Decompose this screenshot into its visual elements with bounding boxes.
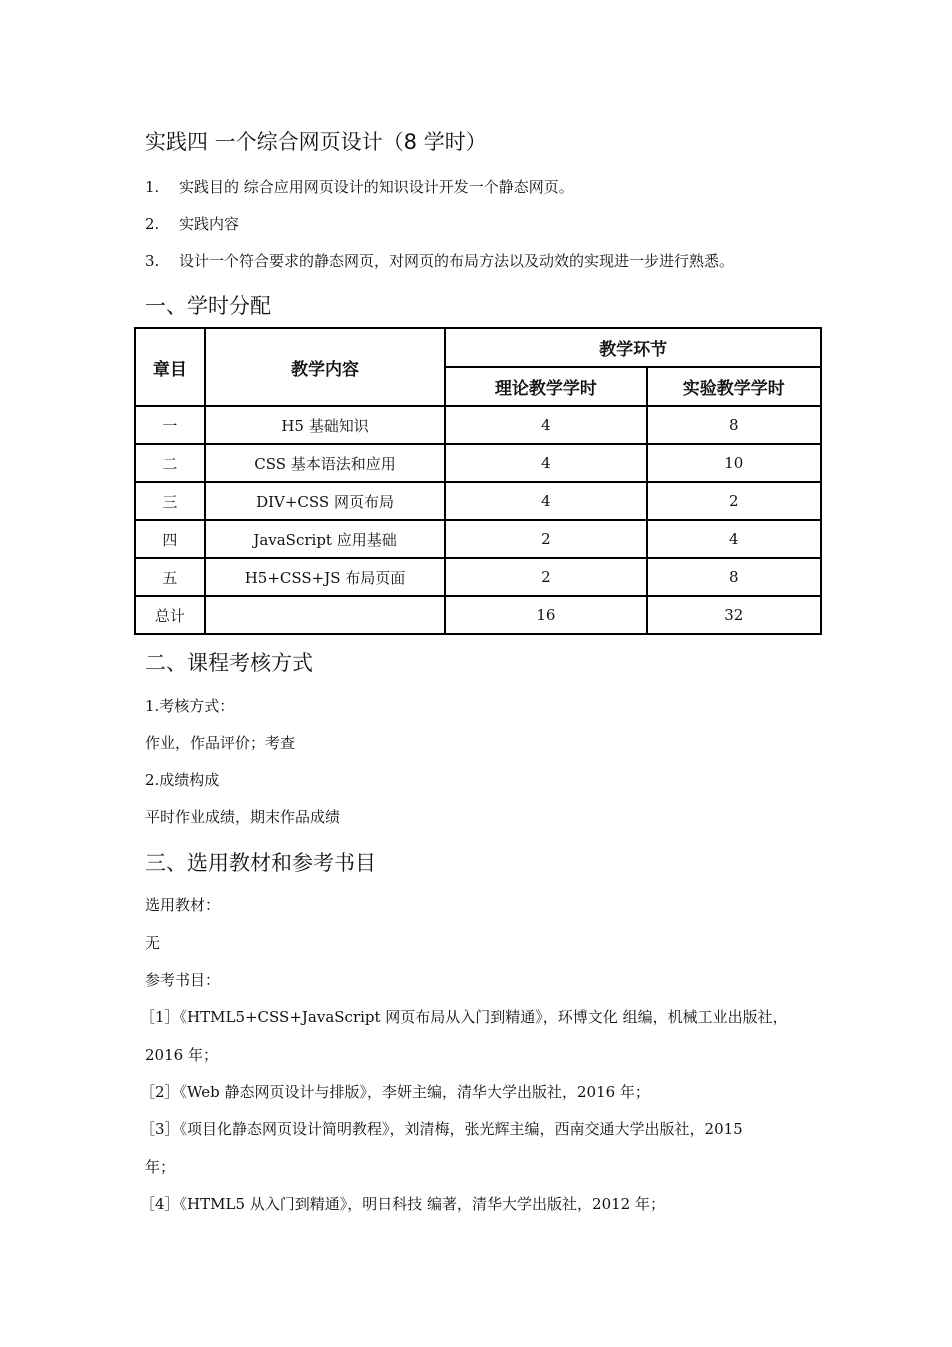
table-row-total [135, 596, 821, 634]
cell-content: H5 基础知识 [205, 406, 445, 444]
table-row [135, 558, 821, 596]
practice-item-3 [145, 250, 734, 271]
assessment-method-label: 1.考核方式： [145, 697, 235, 715]
reference-3-continued: 年； [145, 1158, 176, 1176]
reference-1-continued: 2016 年； [145, 1046, 218, 1064]
cell-theory: 16 [445, 596, 646, 634]
practice-item-text: 实践内容 [179, 215, 240, 233]
textbook-value: 无 [145, 934, 161, 952]
cell-chapter: 二 [135, 444, 205, 482]
cell-lab: 32 [647, 596, 821, 634]
practice-item-number: 2. [145, 215, 160, 233]
reference-4: ［4］《HTML5 从入门到精通》，明日科技 编著，清华大学出版社，2012 年； [140, 1195, 665, 1213]
cell-lab: 4 [647, 520, 821, 558]
cell-theory: 2 [445, 520, 646, 558]
section-heading-assessment: 二、课程考核方式 [145, 651, 313, 675]
table-row [135, 520, 821, 558]
cell-content: CSS 基本语法和应用 [205, 444, 445, 482]
cell-chapter: 五 [135, 558, 205, 596]
reference-3: ［3］《项目化静态网页设计简明教程》，刘清梅，张光辉主编，西南交通大学出版社，2015 [140, 1120, 743, 1138]
cell-lab: 8 [647, 406, 821, 444]
cell-content: JavaScript 应用基础 [205, 520, 445, 558]
practice-item-text: 实践目的 综合应用网页设计的知识设计开发一个静态网页。 [179, 178, 574, 196]
cell-theory: 4 [445, 444, 646, 482]
cell-content: H5+CSS+JS 布局页面 [205, 558, 445, 596]
table-row [135, 444, 821, 482]
header-lab-hours: 实验教学学时 [647, 367, 821, 406]
cell-content [205, 596, 445, 634]
assessment-method-text: 作业，作品评价；考查 [145, 734, 296, 752]
textbook-label: 选用教材： [145, 896, 221, 914]
cell-theory: 4 [445, 406, 646, 444]
grade-composition-text: 平时作业成绩，期末作品成绩 [145, 808, 341, 826]
references-label: 参考书目： [145, 971, 221, 989]
section-heading-materials: 三、选用教材和参考书目 [145, 851, 376, 875]
grade-composition-label: 2.成绩构成 [145, 771, 220, 789]
header-chapter: 章目 [135, 328, 205, 406]
header-teaching-section: 教学环节 [445, 328, 821, 367]
cell-chapter: 总计 [135, 596, 205, 634]
cell-theory: 4 [445, 482, 646, 520]
cell-theory: 2 [445, 558, 646, 596]
table-row [135, 482, 821, 520]
cell-chapter: 四 [135, 520, 205, 558]
header-content: 教学内容 [205, 328, 445, 406]
cell-content: DIV+CSS 网页布局 [205, 482, 445, 520]
practice-item-number: 3. [145, 252, 160, 270]
practice-item-1 [145, 176, 574, 197]
practice-item-text: 设计一个符合要求的静态网页，对网页的布局方法以及动效的实现进一步进行熟悉。 [179, 252, 735, 270]
header-theory-hours: 理论教学学时 [445, 367, 646, 406]
reference-2: ［2］《Web 静态网页设计与排版》，李妍主编，清华大学出版社，2016 年； [140, 1083, 650, 1101]
practice-item-number: 1. [145, 178, 160, 196]
section-heading-hours: 一、学时分配 [145, 294, 271, 318]
hours-table [134, 327, 822, 635]
cell-lab: 2 [647, 482, 821, 520]
cell-chapter: 一 [135, 406, 205, 444]
cell-chapter: 三 [135, 482, 205, 520]
cell-lab: 10 [647, 444, 821, 482]
practice-item-2 [145, 213, 239, 234]
reference-1: ［1］《HTML5+CSS+JavaScript 网页布局从入门到精通》，环博文化 组编，机械工业出版社， [140, 1008, 788, 1026]
cell-lab: 8 [647, 558, 821, 596]
practice-title: 实践四 一个综合网页设计（8 学时） [145, 130, 487, 154]
table-row [135, 406, 821, 444]
